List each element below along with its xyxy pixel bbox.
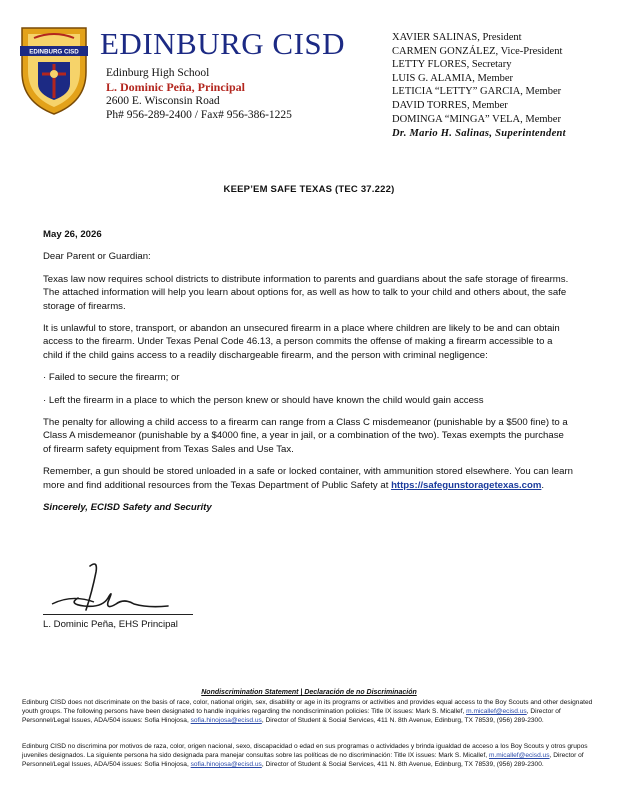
nondiscrimination-spanish [22, 742, 600, 770]
board-member: LETTY FLORES, Secretary [392, 59, 512, 71]
school-name: Edinburg High School [106, 67, 210, 79]
board-member: CARMEN GONZÁLEZ, Vice-President [392, 45, 563, 57]
nd-text: , Director of Personnel/Legal Issues, ADA/504 issues: Sofia Hinojosa, [22, 752, 584, 769]
signature-line [43, 614, 193, 615]
email-link[interactable]: m.micallef@ecisd.us [466, 708, 527, 716]
signer-name: L. Dominic Peña, EHS Principal [43, 619, 178, 630]
superintendent: Dr. Mario H. Salinas, Superintendent [392, 128, 566, 140]
school-address: 2600 E. Wisconsin Road [106, 95, 220, 107]
school-info [106, 66, 292, 122]
board-list [392, 31, 566, 141]
letter-title: KEEP’EM SAFE TEXAS (TEC 37.222) [223, 184, 395, 195]
paragraph-1: Texas law now requires school districts to distribute information to parents and guardians about the safe storage of firearms. The attached information will help you learn about options for, as well as how to talk to your child and others about, the safe storage of firearms. [43, 273, 569, 312]
board-member: DAVID TORRES, Member [392, 99, 508, 111]
board-member: DOMINGA “MINGA” VELA, Member [392, 113, 561, 125]
nd-text: , Director of Student & Social Services, 411 N. 8th Avenue, Edinburg, TX 78539, (956) 289-2300. [261, 761, 544, 769]
closing: Sincerely, ECISD Safety and Security [43, 502, 212, 514]
edinburg-cisd-logo [14, 22, 94, 118]
school-phone: Ph# 956-289-2400 / Fax# 956-386-1225 [106, 109, 292, 121]
letter-body [43, 228, 573, 524]
email-link[interactable]: sofia.hinojosa@ecisd.us [190, 717, 262, 725]
paragraph-3: The penalty for allowing a child access to a firearm can range from a Class C misdemeanor (punishable by a $500 fine) to a Class A misdemeanor (punishable by a $4000 fine, a year in jail, or a combination of the two). Texas exempts the purchase of firearm safety equipment from Texas Sales and Use Tax. [43, 417, 568, 455]
logo-text: EDINBURG CISD [29, 48, 79, 56]
board-member: LUIS G. ALAMIA, Member [392, 72, 514, 84]
nd-text: Edinburg CISD no discrimina por motivos de raza, color, origen nacional, sexo, discapacidad o edad en sus programas o actividades y brinda igualdad de acceso a los Boy Scouts y otros grupos juveniles designados. La siguiente persona ha sido designada para manejar consultas sobre las políticas de no discriminación: Title IX issues: Mark S. Micallef, [22, 743, 588, 760]
principal-name: L. Dominic Peña, Principal [106, 80, 245, 94]
nd-text: Edinburg CISD does not discriminate on the basis of race, color, national origin, sex, disability or age in its programs or activities and provides equal access to the Boy Scouts and other designated youth groups. The following persons have been designated to handle inquiries regarding the nondiscrimination policies: Title IX issues: Mark S. Micallef, [22, 699, 593, 716]
nd-text: , Director of Student & Social Services, 411 N. 8th Avenue, Edinburg, TX 78539, (956) 289-2300. [261, 717, 544, 725]
bullet-2: · Left the firearm in a place to which the person knew or should have known the child would gain access [43, 394, 484, 406]
nd-text: , Director of Personnel/Legal Issues, ADA/504 issues: Sofia Hinojosa, [22, 708, 561, 725]
paragraph-2: It is unlawful to store, transport, or abandon an unsecured firearm in a place where children are likely to be and can obtain access to the firearm. Under Texas Penal Code 46.13, a person commits the offense of making a firearm accessible to a child if the child gains access to a readily dischargeable firearm, and the person with criminal negligence: [43, 323, 560, 361]
email-link[interactable]: m.micallef@ecisd.us [488, 752, 550, 760]
link-suffix: . [541, 479, 545, 491]
board-member: XAVIER SALINAS, President [392, 32, 522, 43]
nondiscrimination-title: Nondiscrimination Statement | Declaración de no Discriminación [201, 689, 417, 696]
paragraph-4 [43, 465, 573, 492]
email-link[interactable]: sofia.hinojosa@ecisd.us [190, 761, 262, 769]
signature-image [38, 558, 178, 620]
board-member: LETICIA “LETTY” GARCIA, Member [392, 86, 562, 98]
nondiscrimination-english [22, 698, 600, 726]
paragraph-4-text: Remember, a gun should be stored unloaded in a safe or locked container, with ammunition stored elsewhere. You can learn more and find additional resources from the Texas Department of Public Safety at [43, 466, 573, 491]
salutation: Dear Parent or Guardian: [43, 251, 151, 263]
bullet-1: · Failed to secure the firearm; or [43, 372, 180, 384]
letter-date: May 26, 2026 [43, 229, 102, 240]
org-name: EDINBURG CISD [100, 26, 346, 61]
safegunstorage-link[interactable]: https://safegunstoragetexas.com [391, 479, 542, 491]
